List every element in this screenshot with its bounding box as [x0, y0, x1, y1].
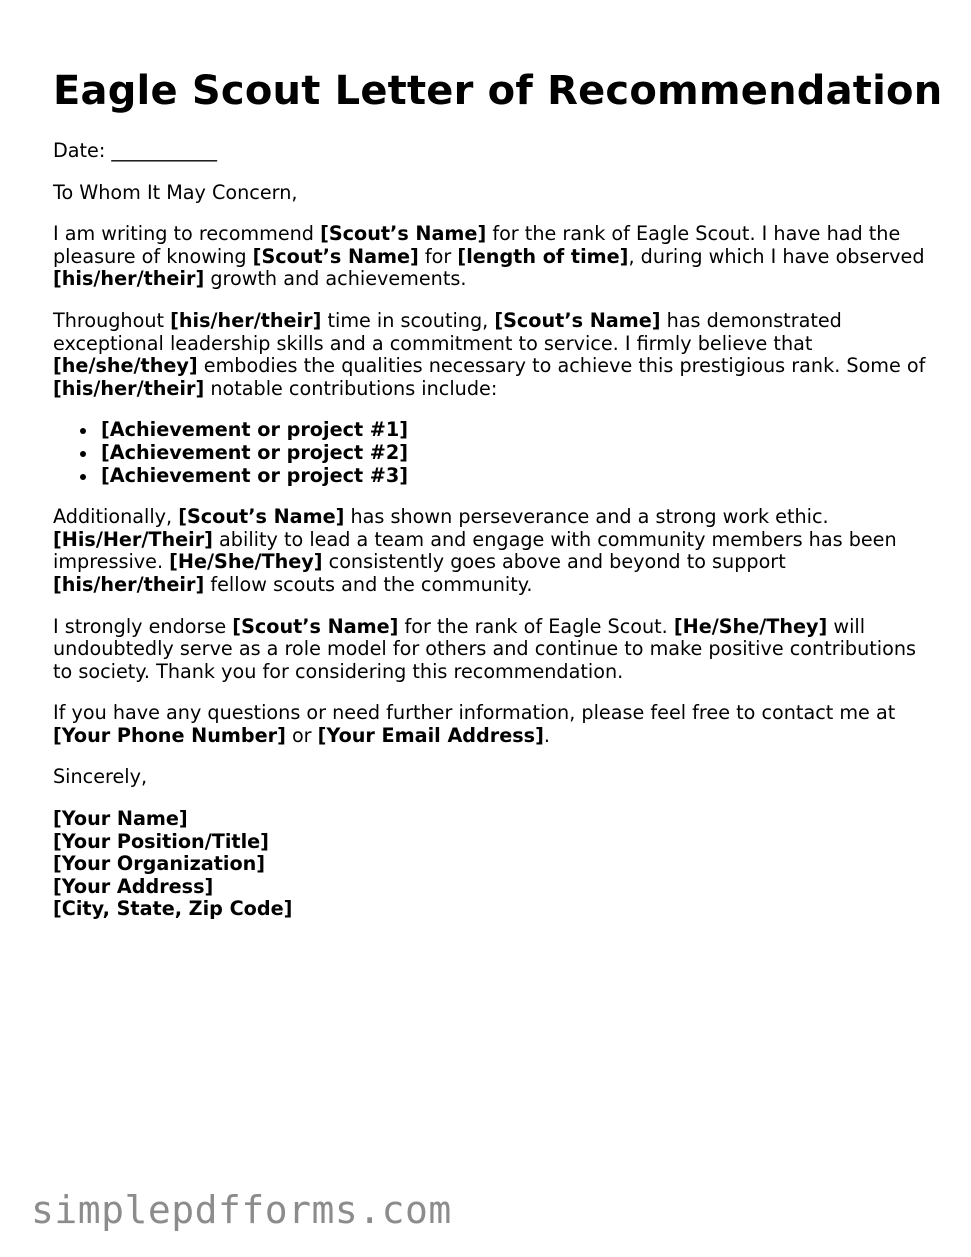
letter-body [53, 140, 933, 921]
paragraph-contact [53, 702, 933, 747]
text-segment: Additionally, [53, 505, 179, 529]
text-segment: has demonstrated exceptional leadership skills and a commitment to service. I firmly believe that [53, 308, 842, 355]
text-segment: embodies the qualities necessary to achieve this prestigious rank. Some of [197, 354, 926, 378]
text-segment: Throughout [53, 308, 171, 332]
text-segment: fellow scouts and the community. [204, 572, 533, 596]
date-line: Date: ___________ [53, 139, 217, 162]
text-segment: growth and achievements. [204, 267, 467, 291]
list-item: [Achievement or project #1] [101, 419, 933, 442]
placeholder-pronoun: [his/her/their] [170, 308, 322, 332]
placeholder-pronoun: [he/she/they] [53, 354, 198, 378]
text-segment: for the rank of Eagle Scout. [398, 614, 674, 638]
text-segment: consistently goes above and beyond to support [322, 550, 786, 574]
signature-city: [City, State, Zip Code] [53, 897, 293, 921]
text-segment: for [418, 244, 458, 268]
placeholder-scout-name: [Scout’s Name] [494, 308, 661, 332]
page-title: Eagle Scout Letter of Recommendation [53, 68, 943, 114]
placeholder-length-of-time: [length of time] [457, 244, 629, 268]
watermark: simplepdfforms.com [31, 1188, 452, 1232]
text-segment: If you have any questions or need further information, please feel free to contact me at [53, 701, 896, 725]
paragraph-intro [53, 223, 933, 291]
text-segment: ability to lead a team and engage with community members has been impressive. [53, 527, 897, 574]
text-segment: notable contributions include: [204, 376, 498, 400]
placeholder-scout-name: [Scout’s Name] [178, 505, 345, 529]
text-segment: I strongly endorse [53, 614, 233, 638]
placeholder-pronoun: [His/Her/Their] [53, 527, 213, 551]
placeholder-pronoun: [his/her/their] [53, 572, 205, 596]
signature-block [53, 808, 933, 921]
text-segment: for the rank of Eagle Scout. I have had the pleasure of knowing [53, 222, 901, 268]
paragraph-work-ethic [53, 506, 933, 596]
salutation: To Whom It May Concern, [53, 180, 298, 204]
achievements-list [53, 419, 933, 487]
paragraph-leadership [53, 310, 933, 400]
signature-position: [Your Position/Title] [53, 829, 269, 853]
placeholder-scout-name: [Scout’s Name] [232, 614, 399, 638]
text-segment: . [543, 723, 550, 747]
closing: Sincerely, [53, 765, 148, 789]
text-segment: , during which I have observed [628, 244, 925, 268]
signature-address: [Your Address] [53, 874, 214, 898]
text-segment: or [285, 723, 318, 747]
placeholder-pronoun: [He/She/They] [169, 550, 323, 574]
list-item: [Achievement or project #2] [101, 442, 933, 465]
placeholder-email-address: [Your Email Address] [317, 723, 544, 747]
placeholder-pronoun: [He/She/They] [673, 614, 828, 638]
paragraph-endorsement [53, 616, 933, 684]
placeholder-pronoun: [his/her/their] [53, 267, 205, 291]
signature-name: [Your Name] [53, 807, 188, 831]
placeholder-scout-name: [Scout’s Name] [252, 244, 419, 268]
placeholder-scout-name: [Scout’s Name] [320, 222, 487, 246]
text-segment: has shown perseverance and a strong work ethic. [344, 505, 829, 529]
text-segment: time in scouting, [321, 308, 495, 332]
placeholder-phone-number: [Your Phone Number] [53, 723, 286, 747]
text-segment: I am writing to recommend [53, 222, 321, 246]
placeholder-pronoun: [his/her/their] [53, 376, 205, 400]
signature-organization: [Your Organization] [53, 852, 266, 876]
text-segment: will undoubtedly serve as a role model for others and continue to make positive contributions to society. Thank you for considering this recommendation. [53, 614, 917, 683]
list-item: [Achievement or project #3] [101, 465, 933, 488]
